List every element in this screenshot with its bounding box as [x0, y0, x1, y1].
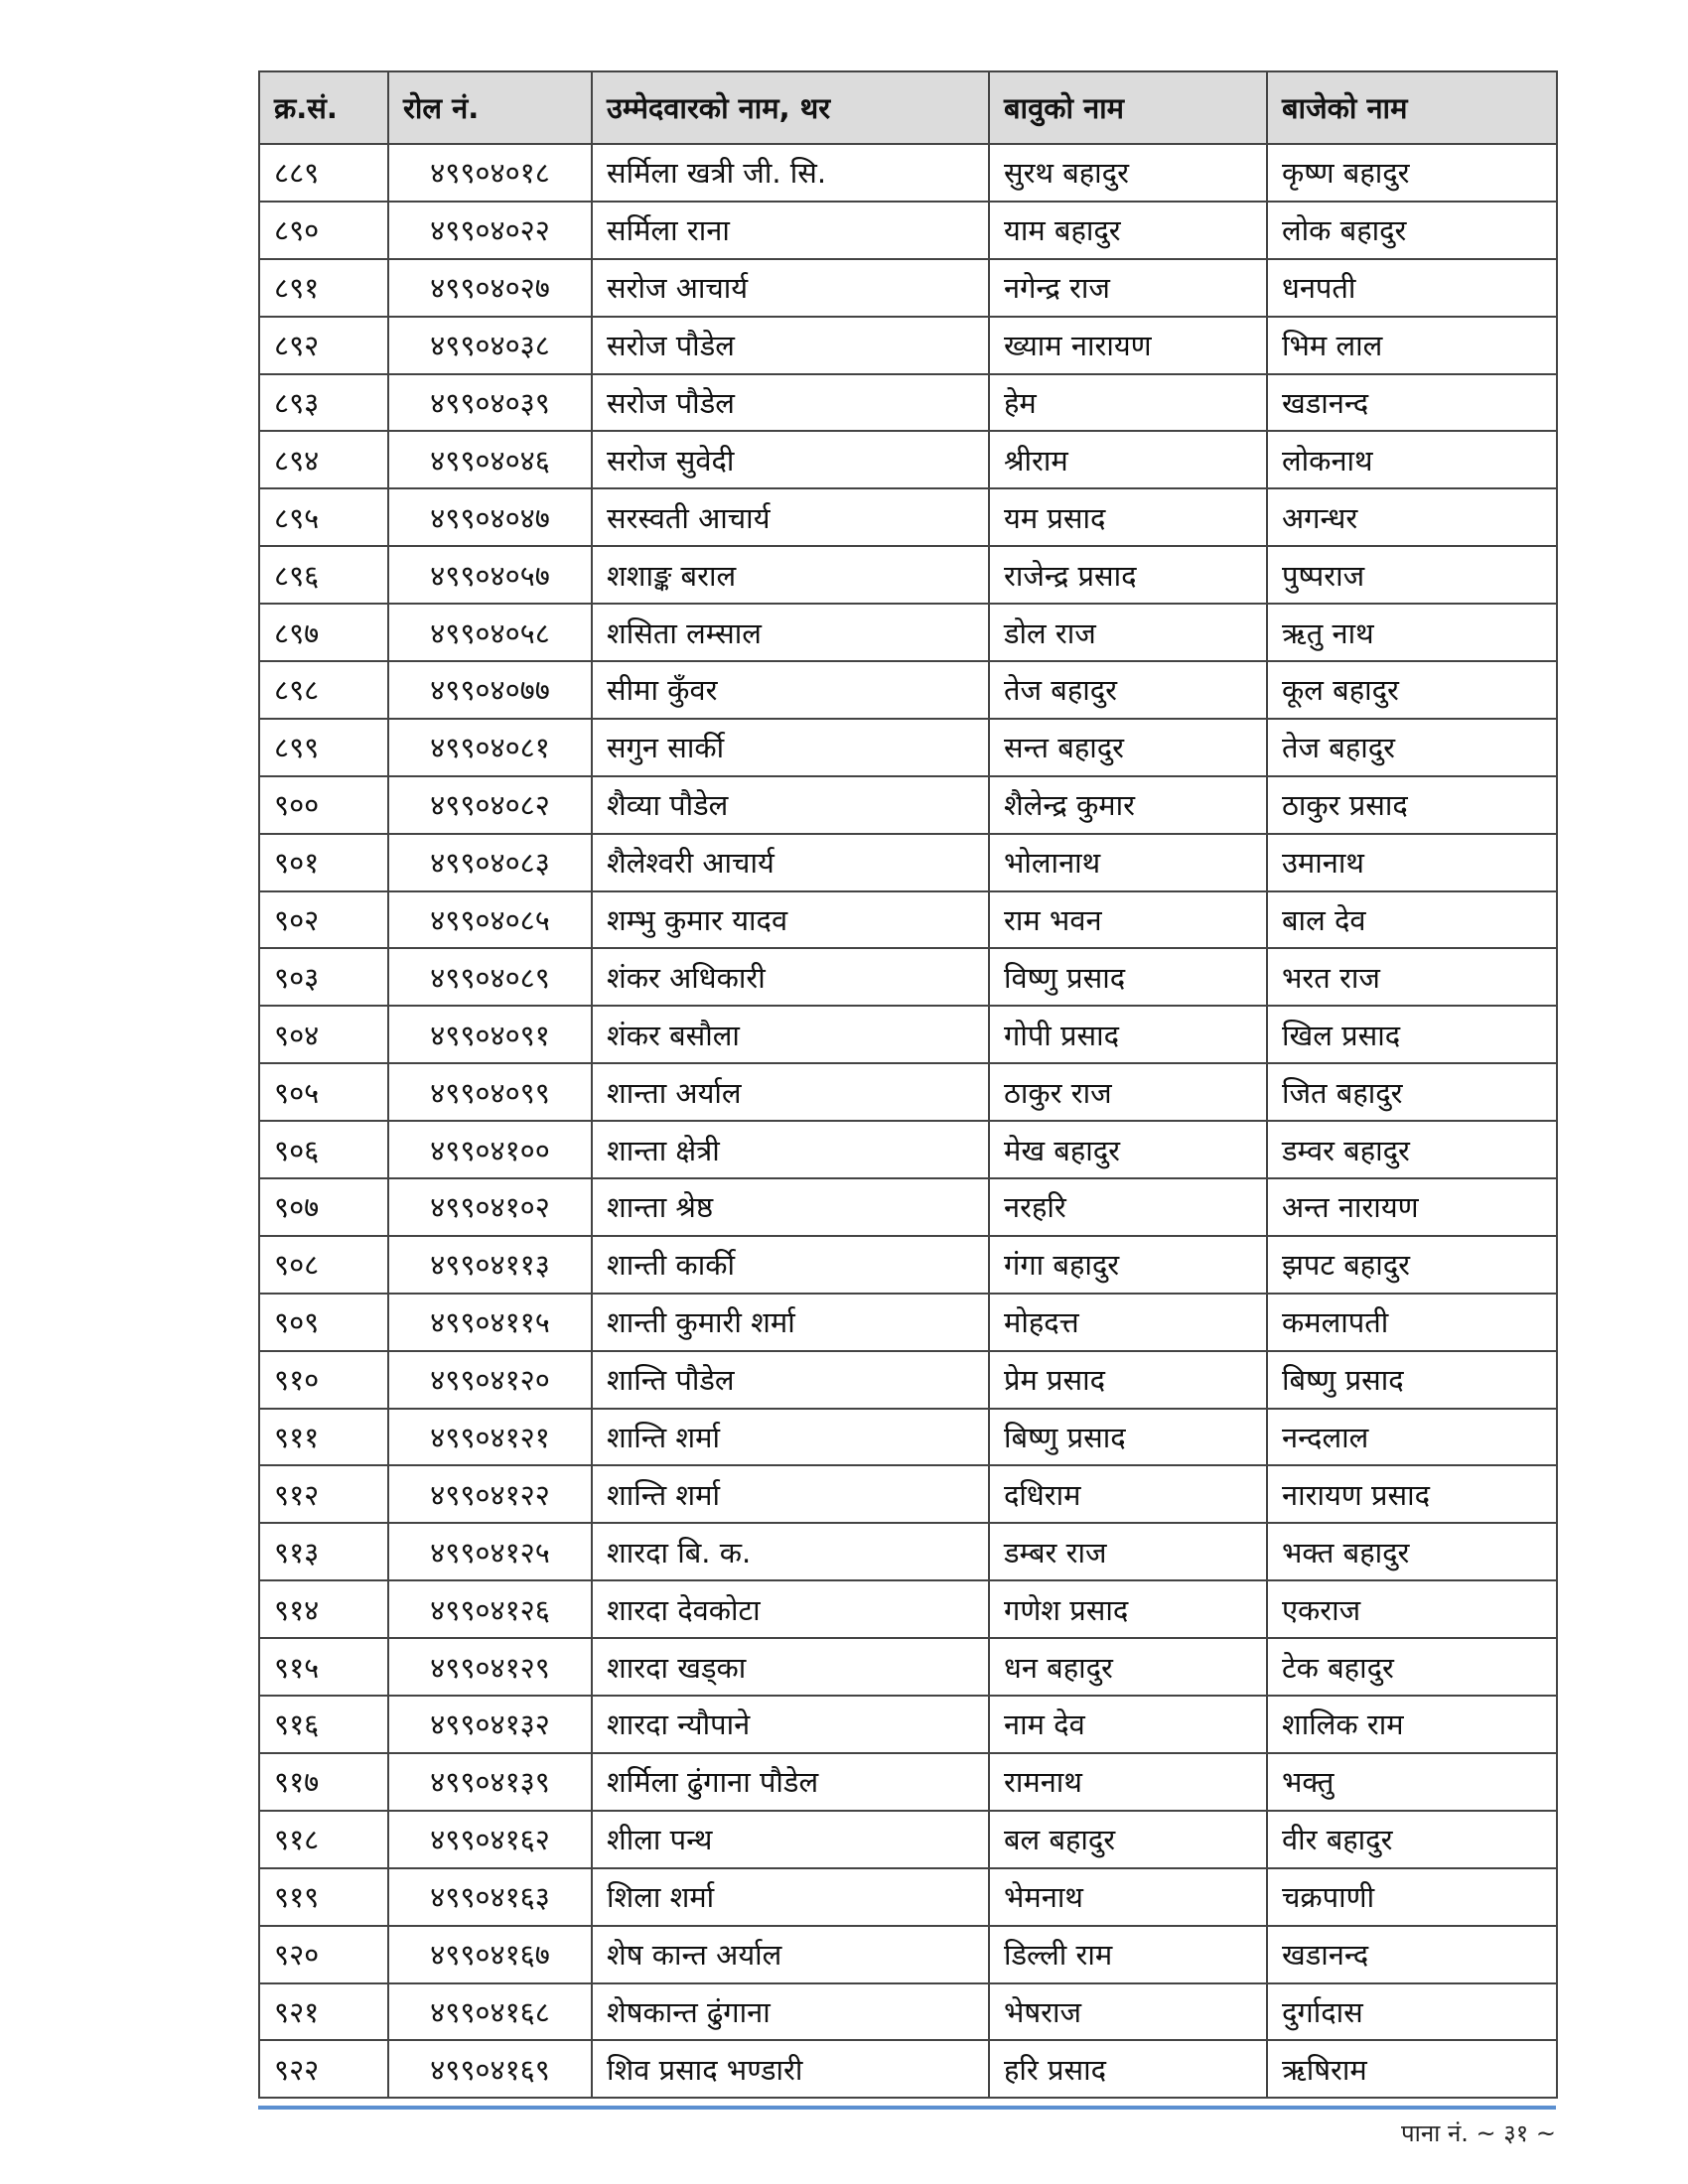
cell-grandfather-name: भक्त बहादुर: [1267, 1523, 1557, 1580]
cell-roll-no: ४९९०४०९१: [388, 1006, 592, 1063]
cell-candidate-name: शंकर बसौला: [592, 1006, 989, 1063]
cell-grandfather-name: भरत राज: [1267, 948, 1557, 1006]
cell-candidate-name: शैव्या पौडेल: [592, 776, 989, 834]
cell-candidate-name: सरोज पौडेल: [592, 374, 989, 432]
cell-father-name: बिष्णु प्रसाद: [989, 1409, 1267, 1466]
cell-father-name: भेमनाथ: [989, 1868, 1267, 1926]
cell-serial-no: ८९०: [259, 202, 388, 259]
cell-candidate-name: शम्भु कुमार यादव: [592, 891, 989, 949]
cell-serial-no: ९०१: [259, 834, 388, 891]
cell-grandfather-name: भिम लाल: [1267, 317, 1557, 374]
cell-grandfather-name: नारायण प्रसाद: [1267, 1465, 1557, 1523]
cell-roll-no: ४९९०४१२६: [388, 1580, 592, 1638]
cell-father-name: धन बहादुर: [989, 1638, 1267, 1696]
cell-father-name: सुरथ बहादुर: [989, 144, 1267, 202]
cell-serial-no: ८९४: [259, 431, 388, 488]
table-row: [259, 488, 1557, 546]
table-header-row: [259, 71, 1557, 144]
cell-grandfather-name: ठाकुर प्रसाद: [1267, 776, 1557, 834]
table-row: [259, 719, 1557, 776]
cell-grandfather-name: अगन्धर: [1267, 488, 1557, 546]
cell-candidate-name: शेषकान्त ढुंगाना: [592, 1983, 989, 2041]
cell-serial-no: ९१२: [259, 1465, 388, 1523]
cell-grandfather-name: कृष्ण बहादुर: [1267, 144, 1557, 202]
cell-candidate-name: सरोज सुवेदी: [592, 431, 989, 488]
cell-grandfather-name: दुर्गादास: [1267, 1983, 1557, 2041]
cell-candidate-name: सर्मिला खत्री जी. सि.: [592, 144, 989, 202]
table-row: [259, 948, 1557, 1006]
table-row: [259, 1178, 1557, 1236]
cell-grandfather-name: खडानन्द: [1267, 374, 1557, 432]
table-row: [259, 834, 1557, 891]
table-row: [259, 259, 1557, 317]
cell-serial-no: ९२१: [259, 1983, 388, 2041]
cell-grandfather-name: खिल प्रसाद: [1267, 1006, 1557, 1063]
cell-grandfather-name: जित बहादुर: [1267, 1063, 1557, 1121]
cell-roll-no: ४९९०४१०२: [388, 1178, 592, 1236]
cell-roll-no: ४९९०४०८३: [388, 834, 592, 891]
cell-grandfather-name: झपट बहादुर: [1267, 1236, 1557, 1294]
cell-roll-no: ४९९०४०९९: [388, 1063, 592, 1121]
cell-candidate-name: सगुन सार्की: [592, 719, 989, 776]
cell-roll-no: ४९९०४१६२: [388, 1811, 592, 1868]
cell-father-name: याम बहादुर: [989, 202, 1267, 259]
cell-serial-no: ९०५: [259, 1063, 388, 1121]
cell-serial-no: ९११: [259, 1409, 388, 1466]
table-row: [259, 202, 1557, 259]
cell-father-name: विष्णु प्रसाद: [989, 948, 1267, 1006]
cell-roll-no: ४९९०४१२०: [388, 1351, 592, 1409]
table-row: [259, 1580, 1557, 1638]
cell-candidate-name: शेष कान्त अर्याल: [592, 1926, 989, 1983]
cell-father-name: नरहरि: [989, 1178, 1267, 1236]
cell-candidate-name: शसिता लम्साल: [592, 604, 989, 661]
cell-father-name: ख्याम नारायण: [989, 317, 1267, 374]
cell-grandfather-name: शालिक राम: [1267, 1696, 1557, 1753]
cell-father-name: राजेन्द्र प्रसाद: [989, 546, 1267, 604]
table-row: [259, 1465, 1557, 1523]
cell-candidate-name: सरोज आचार्य: [592, 259, 989, 317]
cell-candidate-name: सर्मिला राना: [592, 202, 989, 259]
cell-roll-no: ४९९०४१२१: [388, 1409, 592, 1466]
table-row: [259, 1868, 1557, 1926]
cell-grandfather-name: धनपती: [1267, 259, 1557, 317]
cell-father-name: ठाकुर राज: [989, 1063, 1267, 1121]
header-serial-no: क्र.सं.: [259, 71, 388, 144]
cell-father-name: डम्बर राज: [989, 1523, 1267, 1580]
cell-roll-no: ४९९०४०५८: [388, 604, 592, 661]
cell-roll-no: ४९९०४०३९: [388, 374, 592, 432]
table-row: [259, 776, 1557, 834]
table-row: [259, 661, 1557, 719]
cell-grandfather-name: उमानाथ: [1267, 834, 1557, 891]
table-row: [259, 1811, 1557, 1868]
cell-candidate-name: शान्ति पौडेल: [592, 1351, 989, 1409]
cell-father-name: राम भवन: [989, 891, 1267, 949]
cell-serial-no: ९०४: [259, 1006, 388, 1063]
cell-serial-no: ९१०: [259, 1351, 388, 1409]
header-father-name: बावुको नाम: [989, 71, 1267, 144]
cell-father-name: दधिराम: [989, 1465, 1267, 1523]
cell-roll-no: ४९९०४०४७: [388, 488, 592, 546]
cell-grandfather-name: भक्तु: [1267, 1753, 1557, 1811]
cell-roll-no: ४९९०४०७७: [388, 661, 592, 719]
cell-roll-no: ४९९०४०८१: [388, 719, 592, 776]
cell-grandfather-name: बाल देव: [1267, 891, 1557, 949]
cell-grandfather-name: तेज बहादुर: [1267, 719, 1557, 776]
cell-roll-no: ४९९०४०८५: [388, 891, 592, 949]
cell-serial-no: ९१४: [259, 1580, 388, 1638]
table-row: [259, 1063, 1557, 1121]
cell-father-name: भेषराज: [989, 1983, 1267, 2041]
cell-serial-no: ८९९: [259, 719, 388, 776]
cell-roll-no: ४९९०४०८९: [388, 948, 592, 1006]
cell-father-name: नगेन्द्र राज: [989, 259, 1267, 317]
cell-candidate-name: शैलेश्वरी आचार्य: [592, 834, 989, 891]
cell-roll-no: ४९९०४१६३: [388, 1868, 592, 1926]
header-grandfather-name: बाजेको नाम: [1267, 71, 1557, 144]
cell-father-name: डिल्ली राम: [989, 1926, 1267, 1983]
cell-serial-no: ८९८: [259, 661, 388, 719]
cell-candidate-name: शारदा खड्का: [592, 1638, 989, 1696]
table-row: [259, 1638, 1557, 1696]
cell-grandfather-name: चक्रपाणी: [1267, 1868, 1557, 1926]
cell-serial-no: ८९२: [259, 317, 388, 374]
cell-roll-no: ४९९०४१६८: [388, 1983, 592, 2041]
cell-grandfather-name: कूल बहादुर: [1267, 661, 1557, 719]
cell-serial-no: ९२०: [259, 1926, 388, 1983]
cell-roll-no: ४९९०४१६७: [388, 1926, 592, 1983]
cell-candidate-name: शिव प्रसाद भण्डारी: [592, 2040, 989, 2098]
cell-grandfather-name: टेक बहादुर: [1267, 1638, 1557, 1696]
cell-father-name: सन्त बहादुर: [989, 719, 1267, 776]
cell-serial-no: ८९३: [259, 374, 388, 432]
cell-candidate-name: शान्ता अर्याल: [592, 1063, 989, 1121]
cell-father-name: रामनाथ: [989, 1753, 1267, 1811]
table-body: [259, 144, 1557, 2098]
cell-roll-no: ४९९०४०३८: [388, 317, 592, 374]
table-row: [259, 1926, 1557, 1983]
table-row: [259, 1696, 1557, 1753]
cell-father-name: मेख बहादुर: [989, 1121, 1267, 1178]
cell-serial-no: ९०९: [259, 1294, 388, 1351]
cell-candidate-name: शान्ति शर्मा: [592, 1465, 989, 1523]
cell-father-name: डोल राज: [989, 604, 1267, 661]
cell-candidate-name: शशाङ्क बराल: [592, 546, 989, 604]
header-roll-no: रोल नं.: [388, 71, 592, 144]
cell-candidate-name: सरोज पौडेल: [592, 317, 989, 374]
cell-roll-no: ४९९०४११५: [388, 1294, 592, 1351]
cell-grandfather-name: पुष्पराज: [1267, 546, 1557, 604]
cell-candidate-name: शान्ता क्षेत्री: [592, 1121, 989, 1178]
cell-candidate-name: शान्ती कुमारी शर्मा: [592, 1294, 989, 1351]
table-row: [259, 144, 1557, 202]
cell-candidate-name: शारदा देवकोटा: [592, 1580, 989, 1638]
table-row: [259, 891, 1557, 949]
cell-candidate-name: शिला शर्मा: [592, 1868, 989, 1926]
table-row: [259, 1294, 1557, 1351]
candidate-table: [258, 70, 1558, 2099]
cell-roll-no: ४९९०४१३९: [388, 1753, 592, 1811]
cell-serial-no: ९०२: [259, 891, 388, 949]
table-row: [259, 2040, 1557, 2098]
cell-roll-no: ४९९०४०१८: [388, 144, 592, 202]
table-row: [259, 1983, 1557, 2041]
cell-grandfather-name: खडानन्द: [1267, 1926, 1557, 1983]
cell-grandfather-name: ऋषिराम: [1267, 2040, 1557, 2098]
cell-roll-no: ४९९०४०८२: [388, 776, 592, 834]
header-candidate-name: उम्मेदवारको नाम, थर: [592, 71, 989, 144]
cell-serial-no: ९०८: [259, 1236, 388, 1294]
page-number: पाना नं. ~ ३१ ~: [1400, 2119, 1556, 2147]
cell-father-name: प्रेम प्रसाद: [989, 1351, 1267, 1409]
cell-roll-no: ४९९०४०२२: [388, 202, 592, 259]
table-row: [259, 1753, 1557, 1811]
cell-candidate-name: शर्मिला ढुंगाना पौडेल: [592, 1753, 989, 1811]
cell-roll-no: ४९९०४१२२: [388, 1465, 592, 1523]
cell-serial-no: ९०३: [259, 948, 388, 1006]
cell-candidate-name: शारदा बि. क.: [592, 1523, 989, 1580]
cell-serial-no: ९१९: [259, 1868, 388, 1926]
cell-grandfather-name: लोकनाथ: [1267, 431, 1557, 488]
table-row: [259, 604, 1557, 661]
cell-roll-no: ४९९०४११३: [388, 1236, 592, 1294]
table-row: [259, 1523, 1557, 1580]
cell-candidate-name: शंकर अधिकारी: [592, 948, 989, 1006]
cell-father-name: तेज बहादुर: [989, 661, 1267, 719]
cell-grandfather-name: एकराज: [1267, 1580, 1557, 1638]
table-row: [259, 1121, 1557, 1178]
cell-candidate-name: शान्ती कार्की: [592, 1236, 989, 1294]
cell-father-name: यम प्रसाद: [989, 488, 1267, 546]
cell-serial-no: ९१८: [259, 1811, 388, 1868]
cell-serial-no: ९१६: [259, 1696, 388, 1753]
cell-serial-no: ९१३: [259, 1523, 388, 1580]
cell-father-name: गोपी प्रसाद: [989, 1006, 1267, 1063]
cell-grandfather-name: बिष्णु प्रसाद: [1267, 1351, 1557, 1409]
cell-grandfather-name: कमलापती: [1267, 1294, 1557, 1351]
cell-grandfather-name: नन्दलाल: [1267, 1409, 1557, 1466]
cell-father-name: गंगा बहादुर: [989, 1236, 1267, 1294]
cell-serial-no: ८९६: [259, 546, 388, 604]
table-row: [259, 1006, 1557, 1063]
cell-grandfather-name: लोक बहादुर: [1267, 202, 1557, 259]
cell-roll-no: ४९९०४१३२: [388, 1696, 592, 1753]
cell-father-name: हरि प्रसाद: [989, 2040, 1267, 2098]
cell-grandfather-name: डम्वर बहादुर: [1267, 1121, 1557, 1178]
cell-grandfather-name: वीर बहादुर: [1267, 1811, 1557, 1868]
cell-father-name: नाम देव: [989, 1696, 1267, 1753]
table-row: [259, 1409, 1557, 1466]
cell-candidate-name: सरस्वती आचार्य: [592, 488, 989, 546]
cell-father-name: गणेश प्रसाद: [989, 1580, 1267, 1638]
cell-serial-no: ८९५: [259, 488, 388, 546]
cell-serial-no: ९१५: [259, 1638, 388, 1696]
cell-roll-no: ४९९०४०५७: [388, 546, 592, 604]
cell-father-name: भोलानाथ: [989, 834, 1267, 891]
cell-serial-no: ८८९: [259, 144, 388, 202]
cell-roll-no: ४९९०४१२९: [388, 1638, 592, 1696]
cell-roll-no: ४९९०४०२७: [388, 259, 592, 317]
cell-serial-no: ८९१: [259, 259, 388, 317]
cell-roll-no: ४९९०४१००: [388, 1121, 592, 1178]
table-row: [259, 317, 1557, 374]
cell-candidate-name: सीमा कुँवर: [592, 661, 989, 719]
table-row: [259, 1236, 1557, 1294]
cell-serial-no: ९१७: [259, 1753, 388, 1811]
cell-candidate-name: शान्ति शर्मा: [592, 1409, 989, 1466]
cell-candidate-name: शान्ता श्रेष्ठ: [592, 1178, 989, 1236]
cell-roll-no: ४९९०४१६९: [388, 2040, 592, 2098]
cell-roll-no: ४९९०४१२५: [388, 1523, 592, 1580]
cell-grandfather-name: अन्त नारायण: [1267, 1178, 1557, 1236]
table-row: [259, 374, 1557, 432]
cell-candidate-name: शीला पन्थ: [592, 1811, 989, 1868]
cell-candidate-name: शारदा न्यौपाने: [592, 1696, 989, 1753]
table-row: [259, 431, 1557, 488]
cell-serial-no: ९२२: [259, 2040, 388, 2098]
cell-father-name: शैलेन्द्र कुमार: [989, 776, 1267, 834]
footer-divider: [258, 2106, 1556, 2110]
cell-father-name: बल बहादुर: [989, 1811, 1267, 1868]
cell-grandfather-name: ऋतु नाथ: [1267, 604, 1557, 661]
cell-serial-no: ९०७: [259, 1178, 388, 1236]
cell-father-name: श्रीराम: [989, 431, 1267, 488]
table-row: [259, 1351, 1557, 1409]
cell-father-name: हेम: [989, 374, 1267, 432]
cell-roll-no: ४९९०४०४६: [388, 431, 592, 488]
cell-serial-no: ९०६: [259, 1121, 388, 1178]
cell-serial-no: ९००: [259, 776, 388, 834]
cell-serial-no: ८९७: [259, 604, 388, 661]
table-row: [259, 546, 1557, 604]
cell-father-name: मोहदत्त: [989, 1294, 1267, 1351]
